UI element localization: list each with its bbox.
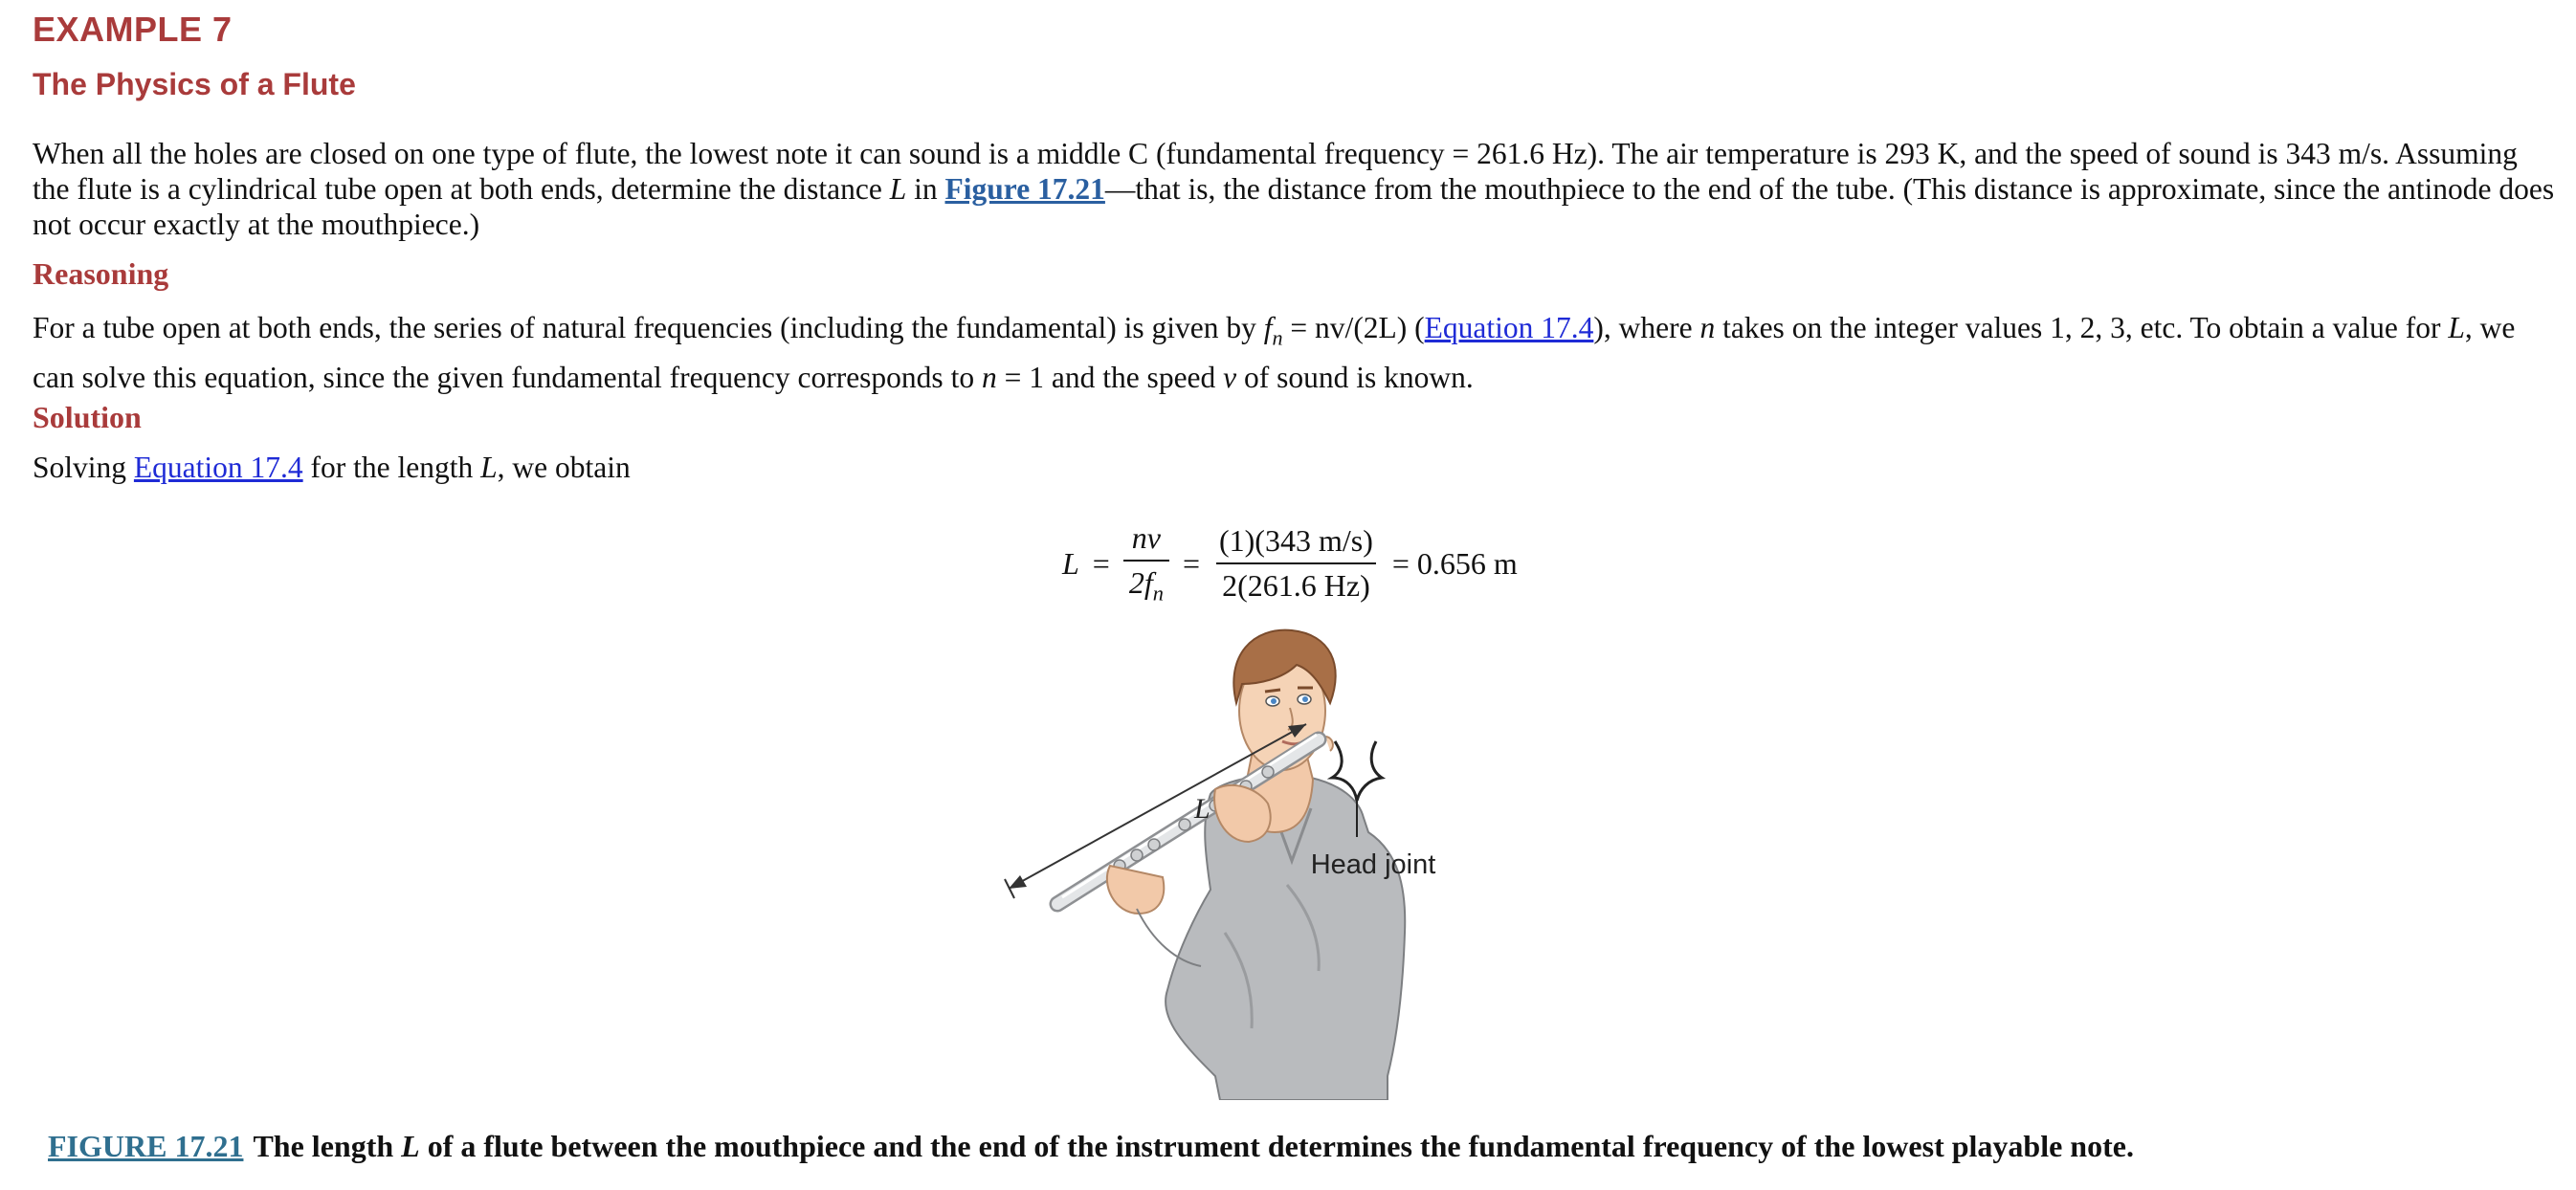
reasoning-text: = 1 and the speed bbox=[996, 361, 1224, 395]
reasoning-heading: Reasoning bbox=[33, 256, 169, 291]
solution-paragraph bbox=[33, 450, 2559, 485]
problem-statement bbox=[33, 136, 2559, 242]
denominator-sub-n: n bbox=[1152, 581, 1164, 606]
reasoning-text: , we can solve this equation, since the given fundamental frequency corresponds to bbox=[33, 311, 2516, 395]
example-title: The Physics of a Flute bbox=[33, 67, 356, 101]
caption-text: The length bbox=[253, 1129, 402, 1163]
solution-text: , we obtain bbox=[497, 451, 631, 484]
arrow-head-end bbox=[1009, 875, 1027, 889]
solution-text: Solving bbox=[33, 451, 134, 484]
length-equation bbox=[1062, 520, 1518, 606]
var-f: f bbox=[1263, 311, 1273, 344]
fraction-denominator: 2(261.6 Hz) bbox=[1216, 562, 1376, 604]
var-v: v bbox=[1223, 361, 1237, 395]
caption-text: of a flute between the mouthpiece and the end of the instrument determines the fundamental frequency of the lowest playable note. bbox=[419, 1129, 2134, 1163]
equation-result: = 0.656 m bbox=[1391, 545, 1518, 581]
fraction-numerator: nv bbox=[1131, 520, 1161, 556]
left-pupil bbox=[1271, 698, 1277, 704]
var-L: L bbox=[2448, 311, 2465, 344]
end-tick bbox=[1005, 879, 1014, 898]
var-L: L bbox=[889, 172, 907, 206]
problem-text: —that is, the distance from the mouthpiece to the end of the tube. (This distance is approximate, since the antinode does not occur exactly at the mouthpiece.) bbox=[33, 172, 2555, 241]
example-label: EXAMPLE 7 bbox=[33, 10, 233, 49]
flute-key bbox=[1148, 839, 1160, 850]
figure-17-21-link[interactable]: Figure 17.21 bbox=[944, 172, 1105, 206]
reasoning-text: For a tube open at both ends, the series of natural frequencies (including the fundamental) is given by bbox=[33, 311, 1264, 344]
denominator-2f: 2f bbox=[1128, 565, 1153, 601]
right-pupil bbox=[1302, 696, 1308, 702]
equation-17-4-link[interactable]: Equation 17.4 bbox=[133, 451, 303, 484]
fraction-numeric bbox=[1213, 523, 1379, 604]
equals-sign: = bbox=[1182, 545, 1200, 581]
reasoning-text: takes on the integer values 1, 2, 3, etc. To obtain a value for bbox=[1715, 311, 2449, 344]
var-n-sub: n bbox=[1272, 325, 1283, 350]
problem-text: When all the holes are closed on one type of flute, the lowest note it can sound is a middle C (fundamental frequency = 261.6 Hz). The air temperature is 293 K, and the speed of sound is 343 m/s. Assuming the flute is a cylindrical tube open at both ends, determine the distance bbox=[33, 137, 2518, 206]
figure-17-21-ref[interactable]: FIGURE 17.21 bbox=[48, 1129, 244, 1163]
flute-key bbox=[1131, 849, 1143, 861]
fraction-numerator: (1)(343 m/s) bbox=[1218, 523, 1373, 558]
figure-label-L: L bbox=[1194, 793, 1210, 825]
solution-text: for the length bbox=[302, 451, 481, 484]
figure-caption bbox=[48, 1129, 2555, 1164]
left-hand bbox=[1107, 866, 1164, 914]
flute-key bbox=[1262, 766, 1274, 778]
reasoning-text: ), where bbox=[1593, 311, 1700, 344]
figure-label-head-joint: Head joint bbox=[1310, 849, 1436, 880]
equation-lhs: L bbox=[1062, 545, 1079, 581]
fraction-denominator bbox=[1123, 560, 1169, 606]
equation-17-4-link[interactable]: Equation 17.4 bbox=[1424, 311, 1594, 344]
solution-heading: Solution bbox=[33, 400, 142, 434]
equals-sign: = bbox=[1092, 545, 1110, 581]
reasoning-text: of sound is known. bbox=[1236, 361, 1474, 395]
problem-text: in bbox=[906, 172, 945, 206]
reasoning-paragraph bbox=[33, 308, 2559, 398]
flute-key bbox=[1179, 819, 1190, 830]
flute-figure bbox=[995, 627, 1608, 1100]
var-n: n bbox=[981, 361, 997, 395]
var-L: L bbox=[401, 1129, 420, 1163]
var-L: L bbox=[480, 451, 498, 484]
flute-player-illustration bbox=[995, 627, 1608, 1100]
reasoning-formula: = nv/(2L) ( bbox=[1282, 311, 1425, 344]
var-n: n bbox=[1699, 311, 1716, 344]
fraction-symbolic bbox=[1123, 520, 1169, 606]
